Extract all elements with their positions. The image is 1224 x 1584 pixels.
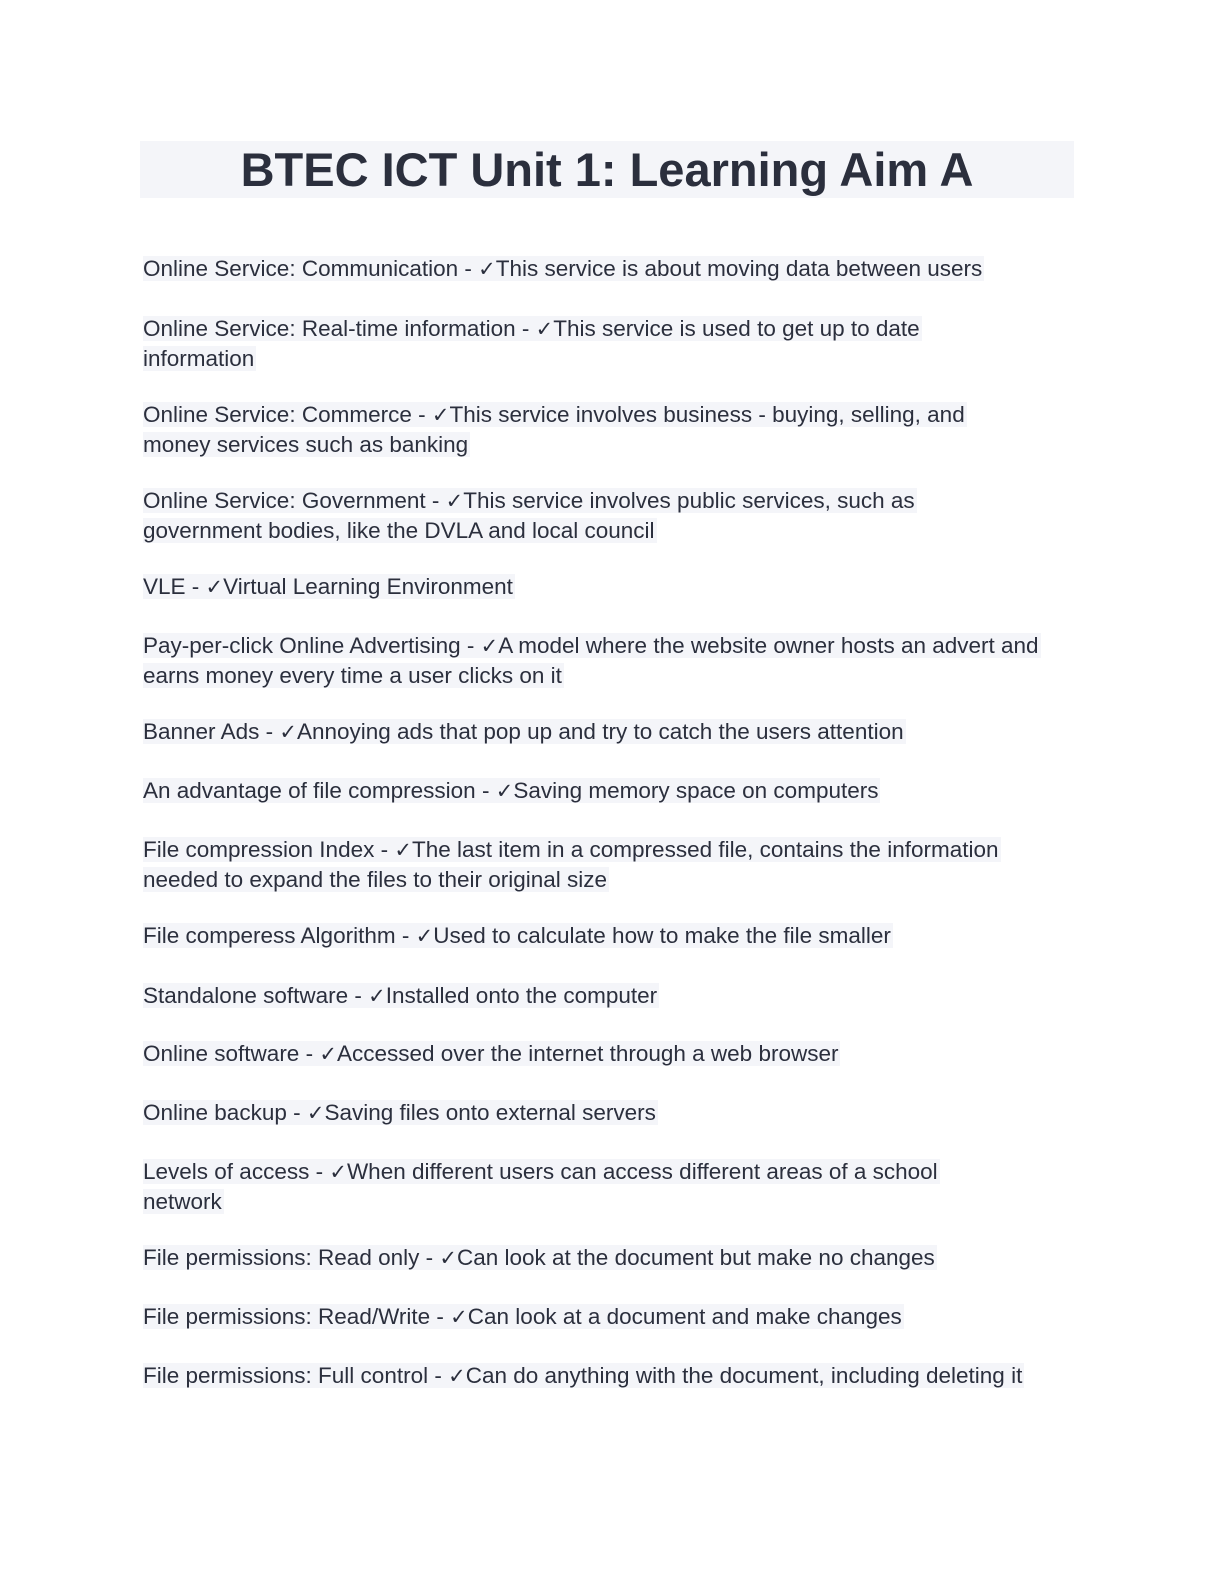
list-item xyxy=(143,631,1058,690)
entry-term: Online Service: Real-time information - xyxy=(143,316,536,341)
list-item xyxy=(143,835,1061,894)
entry-term: Online Service: Government - xyxy=(143,488,446,513)
entry-term: File permissions: Read/Write - xyxy=(143,1304,451,1329)
entry-term: Banner Ads - xyxy=(143,719,280,744)
entry-definition: Used to calculate how to make the file smaller xyxy=(433,923,891,948)
list-item xyxy=(143,572,515,602)
entry-definition: Can look at the document but make no changes xyxy=(456,1245,935,1270)
entry-definition: The last item in a compressed file, contains the information needed to expand the files to their original size xyxy=(143,837,999,892)
entry-term: Online software - xyxy=(143,1041,320,1066)
document-title: BTEC ICT Unit 1: Learning Aim A xyxy=(240,143,974,196)
list-item xyxy=(143,981,659,1011)
entry-definition: This service involves business - buying, selling, and money services such as banking xyxy=(143,402,965,457)
check-icon: ✓ xyxy=(445,489,464,513)
entry-term: File comperess Algorithm - xyxy=(143,923,416,948)
entry-term: Online backup - xyxy=(143,1100,307,1125)
list-item xyxy=(143,1302,904,1332)
entry-definition: Can do anything with the document, including deleting it xyxy=(465,1363,1023,1388)
list-item xyxy=(143,1243,937,1273)
list-item xyxy=(143,1361,1058,1391)
entry-definition: Accessed over the internet through a web browser xyxy=(336,1041,839,1066)
entry-term: Levels of access - xyxy=(143,1159,330,1184)
title-band xyxy=(140,141,1074,198)
entry-definition: Virtual Learning Environment xyxy=(223,574,513,599)
check-icon: ✓ xyxy=(415,924,434,948)
list-item xyxy=(143,1098,658,1128)
entry-definition: A model where the website owner hosts an advert and earns money every time a user clicks on it xyxy=(143,633,1039,688)
entry-term: Pay-per-click Online Advertising - xyxy=(143,633,481,658)
entry-definition: When different users can access different areas of a school network xyxy=(143,1159,938,1214)
check-icon: ✓ xyxy=(450,1305,468,1329)
check-icon: ✓ xyxy=(279,720,297,744)
check-icon: ✓ xyxy=(480,634,499,658)
check-icon: ✓ xyxy=(439,1246,457,1270)
check-icon: ✓ xyxy=(394,838,412,862)
check-icon: ✓ xyxy=(319,1042,337,1066)
entry-term: An advantage of file compression - xyxy=(143,778,496,803)
entry-definition: This service is used to get up to date information xyxy=(143,316,920,371)
check-icon: ✓ xyxy=(478,257,496,281)
entry-definition: This service is about moving data between users xyxy=(495,256,983,281)
entry-term: Online Service: Commerce - xyxy=(143,402,432,427)
entry-term: Online Service: Communication - xyxy=(143,256,479,281)
entry-term: Standalone software - xyxy=(143,983,369,1008)
list-item xyxy=(143,486,963,545)
entry-definition: Can look at a document and make changes xyxy=(467,1304,902,1329)
entry-term: File permissions: Read only - xyxy=(143,1245,440,1270)
list-item xyxy=(143,776,880,806)
list-item xyxy=(143,314,965,373)
entry-definition: Annoying ads that pop up and try to catch the users attention xyxy=(296,719,904,744)
entry-definition: Saving memory space on computers xyxy=(513,778,879,803)
check-icon: ✓ xyxy=(329,1160,347,1184)
list-item xyxy=(143,254,984,284)
entry-definition: Installed onto the computer xyxy=(385,983,658,1008)
check-icon: ✓ xyxy=(205,575,224,599)
check-icon: ✓ xyxy=(368,984,386,1008)
entry-term: File compression Index - xyxy=(143,837,395,862)
list-item xyxy=(143,1039,840,1069)
check-icon: ✓ xyxy=(431,403,450,427)
list-item xyxy=(143,400,1023,459)
check-icon: ✓ xyxy=(306,1101,325,1125)
list-item xyxy=(143,921,893,951)
entry-term: File permissions: Full control - xyxy=(143,1363,449,1388)
list-item xyxy=(143,717,906,747)
entry-definition: This service involves public services, such as government bodies, like the DVLA and local council xyxy=(143,488,915,543)
entry-term: VLE - xyxy=(143,574,206,599)
check-icon: ✓ xyxy=(495,779,514,803)
check-icon: ✓ xyxy=(535,317,554,341)
check-icon: ✓ xyxy=(448,1364,466,1388)
list-item xyxy=(143,1157,993,1216)
entry-definition: Saving files onto external servers xyxy=(324,1100,656,1125)
